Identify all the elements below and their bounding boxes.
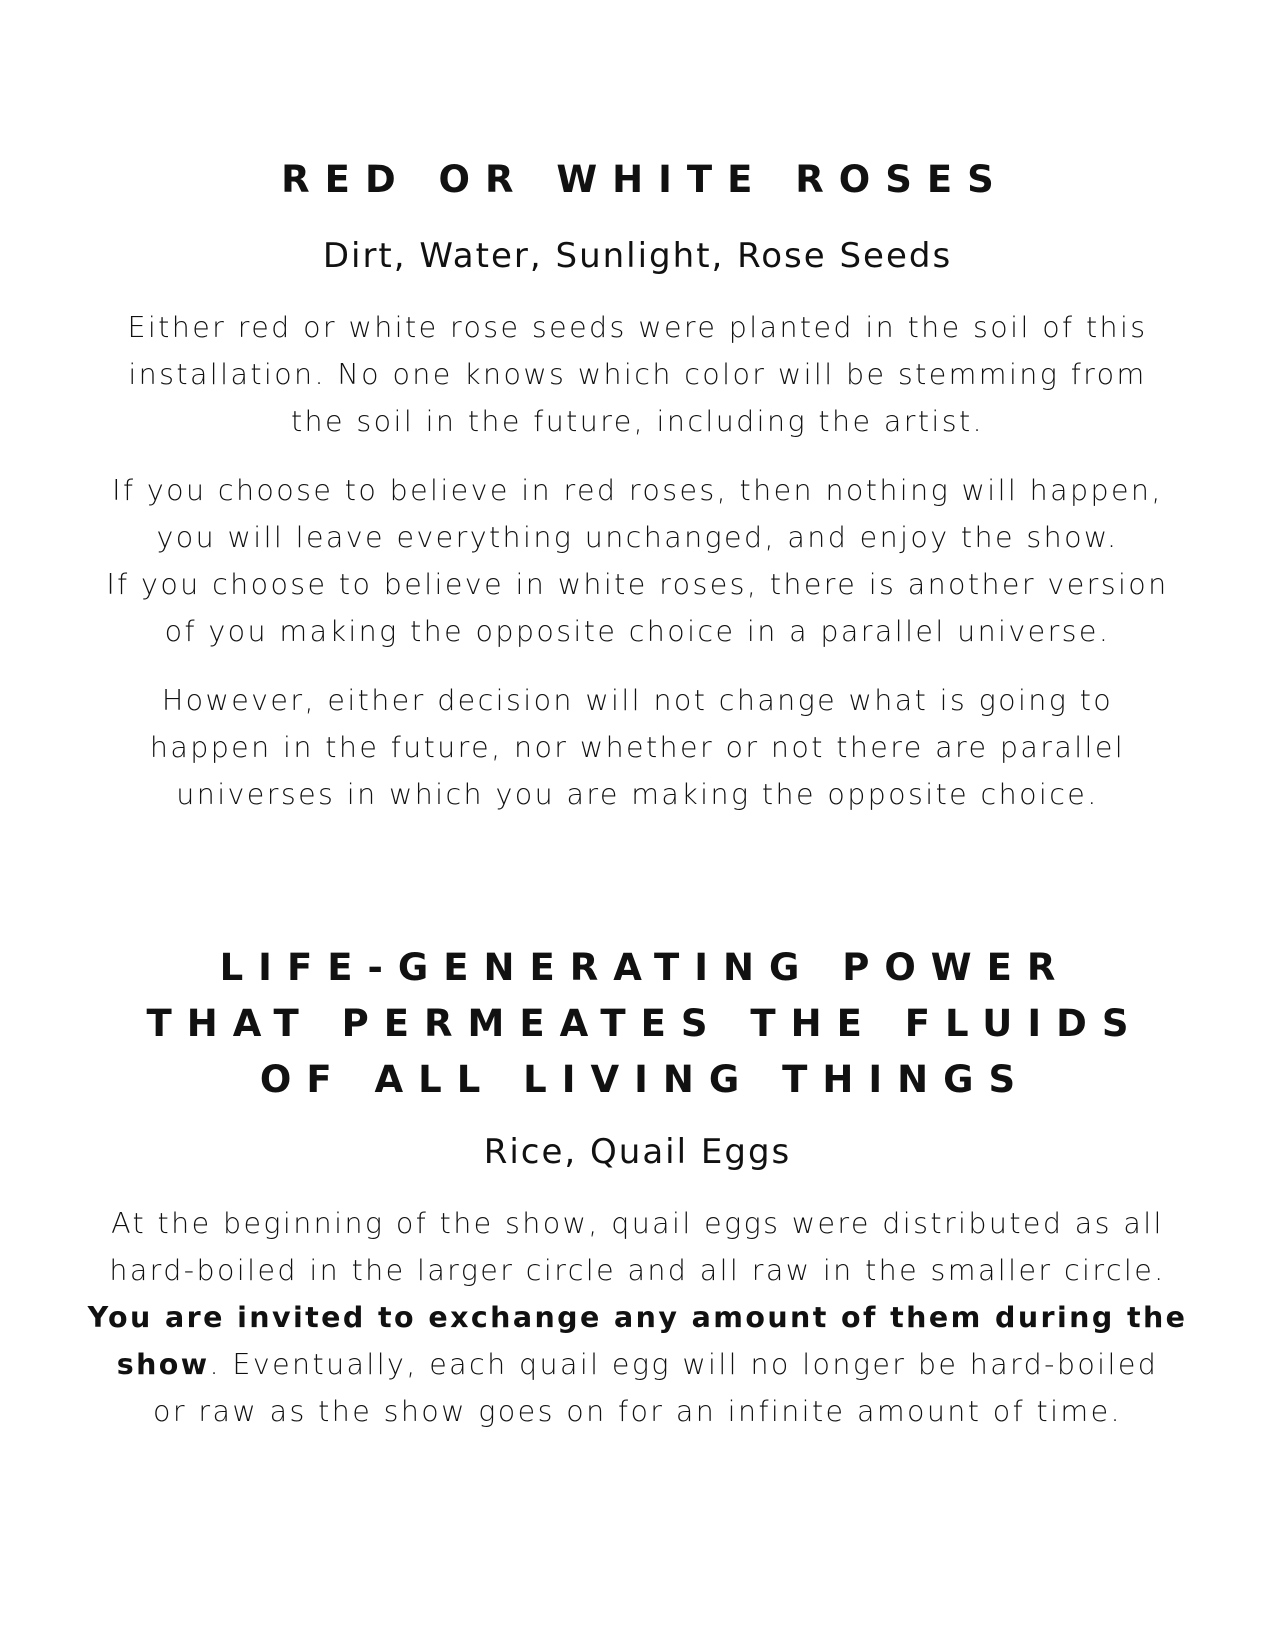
section-life-generating-power [60,940,1215,1435]
paragraph-line: At the beginning of the show, quail eggs were distributed as all [111,1207,1164,1240]
paragraph-line: If you choose to believe in red roses, then nothing will happen, [112,474,1163,507]
materials-list: Rice, Quail Eggs [483,1132,792,1172]
invitation-emphasis: show [116,1348,210,1381]
paragraph-line: happen in the future, nor whether or not there are parallel [149,731,1126,764]
section-title [60,940,1215,1108]
title-line: OF ALL LIVING THINGS [259,1058,1031,1101]
description-paragraph [60,1200,1215,1435]
paragraph-line: of you making the opposite choice in a parallel universe. [164,615,1111,648]
invitation-emphasis: You are invited to exchange any amount of them during the [87,1301,1188,1334]
paragraph-line: universes in which you are making the opposite choice. [176,778,1099,811]
paragraph-line: installation. No one knows which color will be stemming from [128,358,1147,391]
paragraph-line: you will leave everything unchanged, and enjoy the show. [156,521,1119,554]
paragraph-line [60,1341,1215,1388]
paragraph-line [60,1294,1215,1341]
paragraph-line: If you choose to believe in white roses, there is another version [106,568,1169,601]
title-line: THAT PERMEATES THE FLUIDS [146,1002,1144,1045]
description-paragraph [60,304,1215,445]
description-paragraph [60,677,1215,818]
paragraph-line: the soil in the future, including the artist. [290,405,984,438]
paragraph-line: Either red or white rose seeds were planted in the soil of this [127,311,1148,344]
title-line: RED OR WHITE ROSES [281,158,1009,201]
section-title [60,152,1215,208]
paragraph-text: . Eventually, each quail egg will no longer be hard-boiled [209,1348,1159,1381]
description-paragraph [60,467,1215,655]
title-line: LIFE-GENERATING POWER [219,946,1071,989]
materials-list: Dirt, Water, Sunlight, Rose Seeds [322,236,953,276]
section-red-or-white-roses [60,152,1215,818]
paragraph-line: or raw as the show goes on for an infinite amount of time. [153,1395,1122,1428]
paragraph-line: hard-boiled in the larger circle and all raw in the smaller circle. [109,1254,1166,1287]
paragraph-line: However, either decision will not change what is going to [161,684,1114,717]
